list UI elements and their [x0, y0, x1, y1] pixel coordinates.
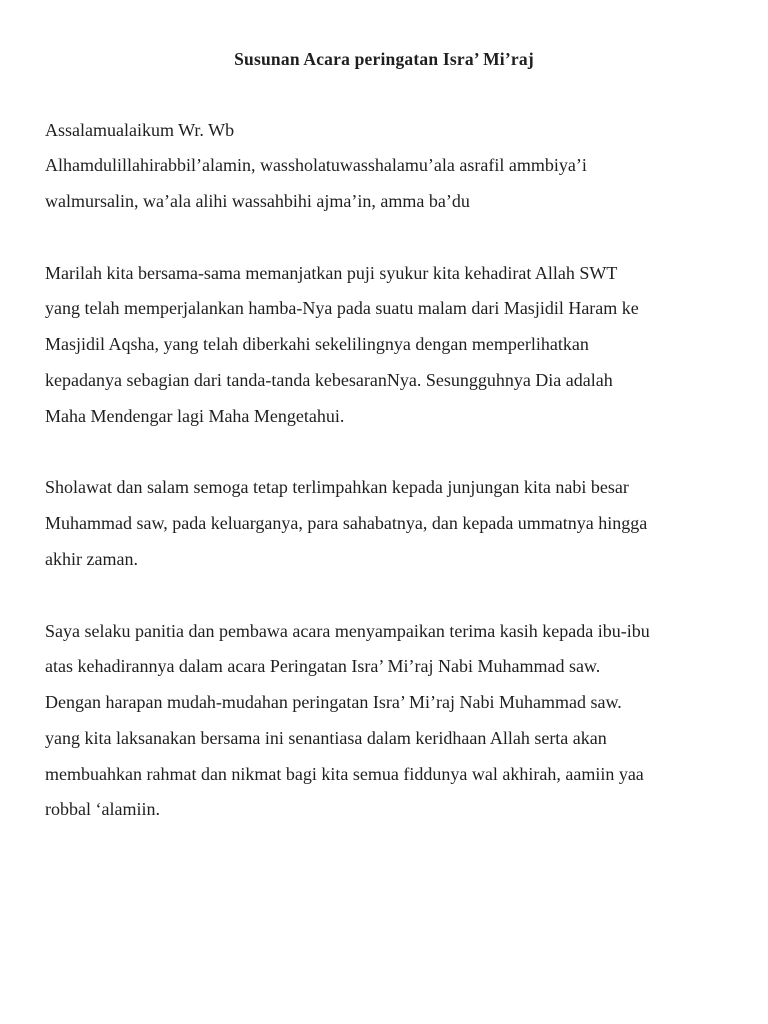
paragraph-line: atas kehadirannya dalam acara Peringatan Isra’ Mi’raj Nabi Muhammad saw.	[45, 656, 601, 676]
paragraph-line: kepadanya sebagian dari tanda-tanda kebesaranNya. Sesungguhnya Dia adalah	[45, 370, 613, 390]
paragraph-line: Dengan harapan mudah-mudahan peringatan Isra’ Mi’raj Nabi Muhammad saw.	[45, 692, 622, 712]
paragraph-line: yang telah memperjalankan hamba-Nya pada suatu malam dari Masjidil Haram ke	[45, 298, 639, 318]
greeting-line: Assalamualaikum Wr. Wb	[45, 120, 235, 140]
opening-line: walmursalin, wa’ala alihi wassahbihi ajma’in, amma ba’du	[45, 191, 470, 211]
paragraph-line: yang kita laksanakan bersama ini senantiasa dalam keridhaan Allah serta akan	[45, 728, 607, 748]
paragraph-line: Muhammad saw, pada keluarganya, para sahabatnya, dan kepada ummatnya hingga	[45, 513, 648, 533]
paragraph-line: Sholawat dan salam semoga tetap terlimpahkan kepada junjungan kita nabi besar	[45, 477, 629, 497]
paragraph-line: Masjidil Aqsha, yang telah diberkahi sekelilingnya dengan memperlihatkan	[45, 334, 589, 354]
opening-line: Alhamdulillahirabbil’alamin, wassholatuwasshalamu’ala asrafil ammbiya’i	[45, 155, 587, 175]
paragraph-line: membuahkan rahmat dan nikmat bagi kita semua fiddunya wal akhirah, aamiin yaa	[45, 764, 644, 784]
paragraph-line: Saya selaku panitia dan pembawa acara menyampaikan terima kasih kepada ibu-ibu	[45, 621, 650, 641]
paragraph-line: akhir zaman.	[45, 549, 138, 569]
paragraph-line: Marilah kita bersama-sama memanjatkan puji syukur kita kehadirat Allah SWT	[45, 263, 618, 283]
paragraph-line: robbal ‘alamiin.	[45, 799, 160, 819]
paragraph-line: Maha Mendengar lagi Maha Mengetahui.	[45, 406, 345, 426]
document-title: Susunan Acara peringatan Isra’ Mi’raj	[234, 49, 534, 69]
